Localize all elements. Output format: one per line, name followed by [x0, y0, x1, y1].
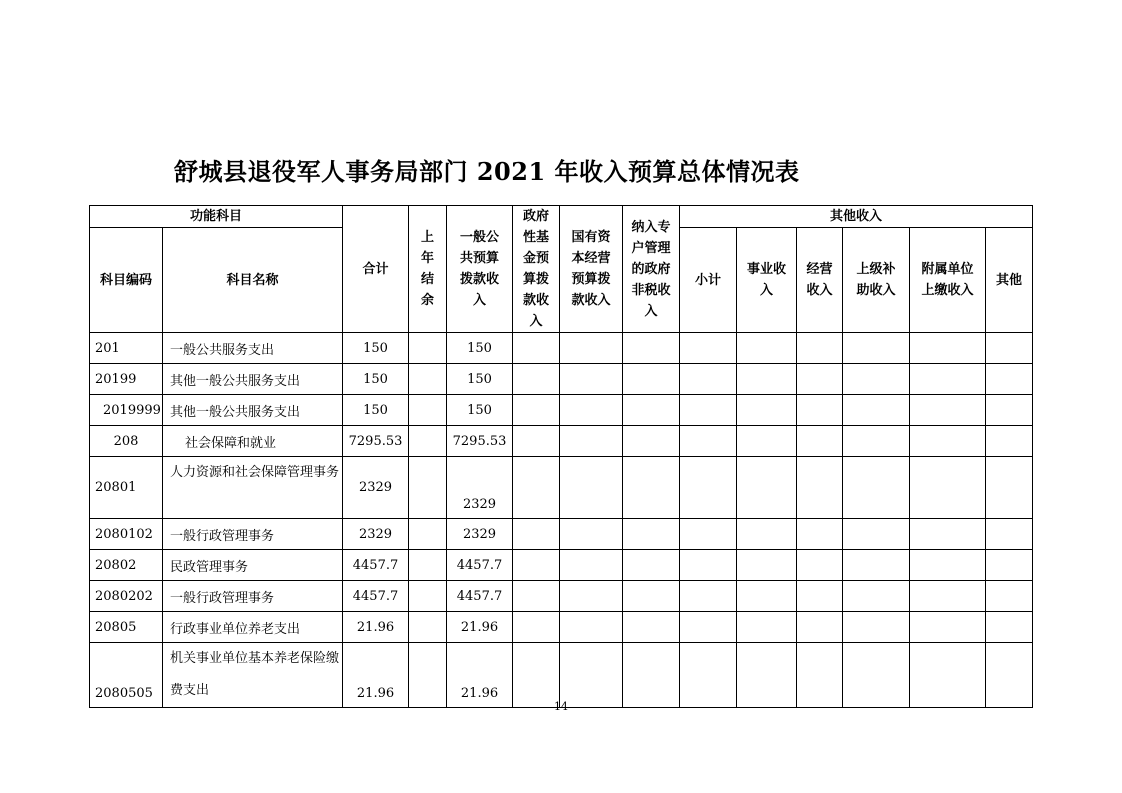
page-title: 舒城县退役军人事务局部门 2021 年收入预算总体情况表 [174, 157, 800, 186]
row-total: 150 [343, 395, 409, 426]
header-prev-balance: 上 年 结 余 [409, 206, 447, 333]
table-row [90, 612, 1033, 643]
row-total: 21.96 [343, 612, 409, 643]
row-code: 20802 [90, 550, 163, 581]
header-business-income: 事业收 入 [737, 228, 797, 333]
row-general: 2329 [447, 457, 513, 519]
row-general: 150 [447, 333, 513, 364]
header-func-subject: 功能科目 [90, 206, 343, 228]
table-row [90, 395, 1033, 426]
budget-table [89, 205, 1033, 708]
row-name: 行政事业单位养老支出 [163, 612, 343, 643]
row-name: 一般行政管理事务 [163, 581, 343, 612]
header-gov-fund: 政府 性基 金预 算拨 款收 入 [513, 206, 560, 333]
row-general: 4457.7 [447, 581, 513, 612]
page-number: 14 [554, 700, 568, 713]
header-other-income: 其他收入 [680, 206, 1033, 228]
row-total: 150 [343, 364, 409, 395]
header-general-budget: 一般公 共预算 拨款收 入 [447, 206, 513, 333]
row-code: 20199 [90, 364, 163, 395]
row-total: 2329 [343, 519, 409, 550]
header-affiliated-income: 附属单位 上缴收入 [910, 228, 986, 333]
row-general: 21.96 [447, 643, 513, 708]
row-name: 一般行政管理事务 [163, 519, 343, 550]
table-row [90, 426, 1033, 457]
row-code: 201 [90, 333, 163, 364]
row-name: 机关事业单位基本养老保险缴费支出 [163, 643, 343, 708]
header-total: 合计 [343, 206, 409, 333]
row-code: 2080102 [90, 519, 163, 550]
row-name: 一般公共服务支出 [163, 333, 343, 364]
table-row [90, 457, 1033, 519]
header-state-capital: 国有资 本经营 预算拨 款收入 [560, 206, 623, 333]
row-name: 民政管理事务 [163, 550, 343, 581]
row-code: 20805 [90, 612, 163, 643]
table-row [90, 519, 1033, 550]
row-total: 2329 [343, 457, 409, 519]
row-total: 150 [343, 333, 409, 364]
header-superior-subsidy: 上级补 助收入 [843, 228, 910, 333]
row-total: 21.96 [343, 643, 409, 708]
table-row [90, 364, 1033, 395]
header-subject-code: 科目编码 [90, 228, 163, 333]
header-other: 其他 [986, 228, 1033, 333]
row-total: 4457.7 [343, 581, 409, 612]
row-total: 4457.7 [343, 550, 409, 581]
row-code: 2080202 [90, 581, 163, 612]
header-non-tax: 纳入专 户管理 的政府 非税收 入 [623, 206, 680, 333]
header-subject-name: 科目名称 [163, 228, 343, 333]
row-name: 其他一般公共服务支出 [163, 395, 343, 426]
table-row [90, 333, 1033, 364]
row-name: 人力资源和社会保障管理事务 [163, 457, 343, 519]
table-row [90, 550, 1033, 581]
row-total: 7295.53 [343, 426, 409, 457]
header-subtotal: 小计 [680, 228, 737, 333]
table-row [90, 643, 1033, 708]
table-row [90, 581, 1033, 612]
header-operating-income: 经营 收入 [797, 228, 843, 333]
row-general: 150 [447, 395, 513, 426]
row-general: 2329 [447, 519, 513, 550]
row-code: 20801 [90, 457, 163, 519]
row-name: 社会保障和就业 [163, 426, 343, 457]
row-general: 150 [447, 364, 513, 395]
row-code: 2080505 [90, 643, 163, 708]
row-general: 7295.53 [447, 426, 513, 457]
row-general: 21.96 [447, 612, 513, 643]
row-code: 2019999 [90, 395, 163, 426]
row-code: 208 [90, 426, 163, 457]
row-name: 其他一般公共服务支出 [163, 364, 343, 395]
row-general: 4457.7 [447, 550, 513, 581]
